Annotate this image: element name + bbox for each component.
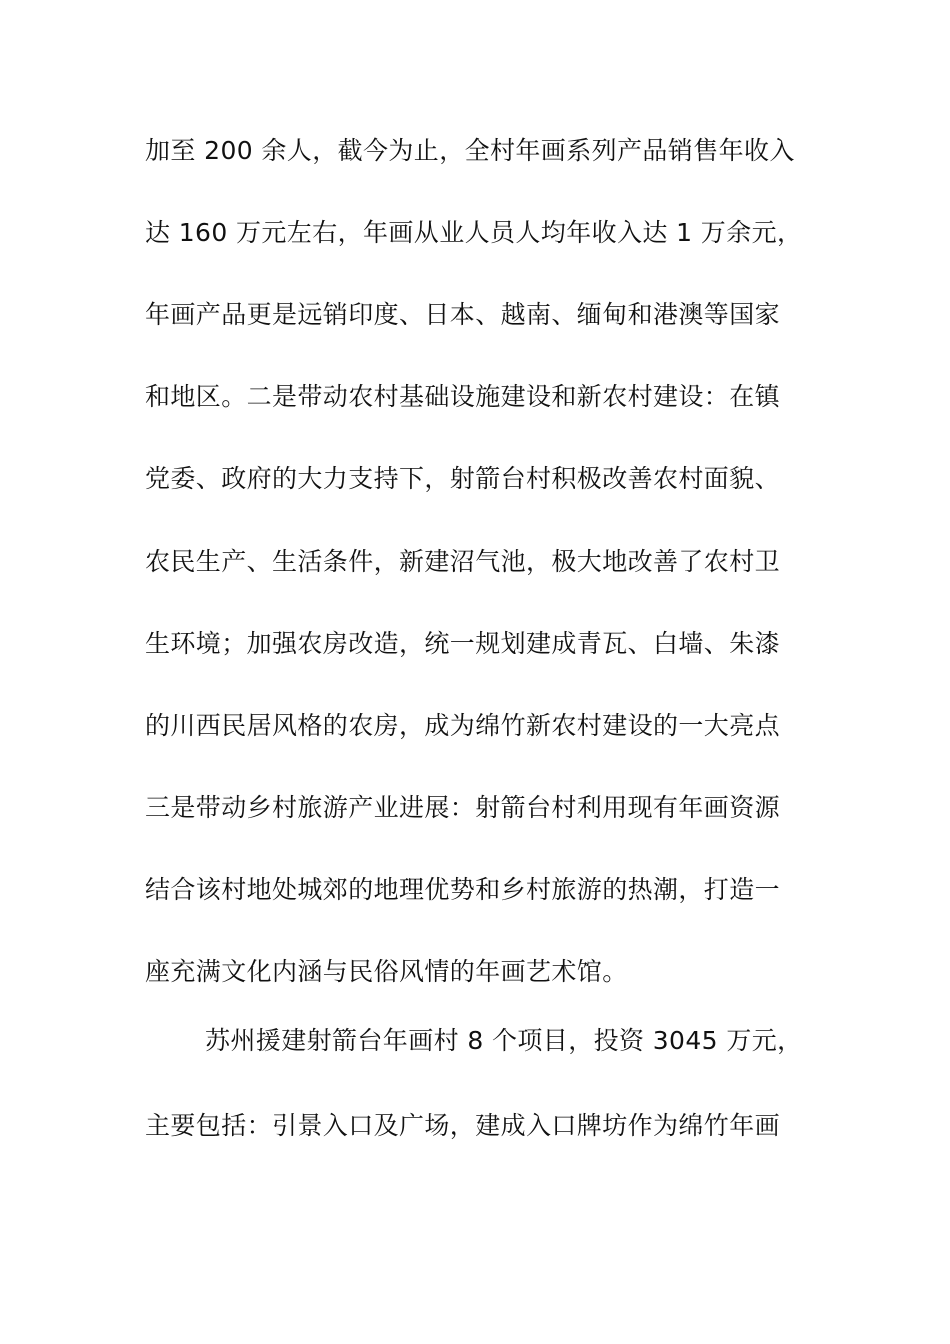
text-line-13: 主要包括：引景入口及广场，建成入口牌坊作为绵竹年画	[145, 1111, 781, 1140]
paragraph-2-first-line: 苏州援建射箭台年画村 8 个项目，投资 3045 万元，	[205, 1026, 803, 1055]
text-line-9: 三是带动乡村旅游产业进展：射箭台村利用现有年画资源	[145, 793, 781, 822]
text-line-2: 达 160 万元左右，年画从业人员人均年收入达 1 万余元，	[145, 218, 803, 247]
text-line-7: 生环境；加强农房改造，统一规划建成青瓦、白墙、朱漆	[145, 629, 781, 658]
text-line-11: 座充满文化内涵与民俗风情的年画艺术馆。	[145, 957, 628, 986]
text-line-8: 的川西民居风格的农房，成为绵竹新农村建设的一大亮点	[145, 711, 781, 740]
text-line-4: 和地区。二是带动农村基础设施建设和新农村建设：在镇	[145, 382, 781, 411]
text-line-6: 农民生产、生活条件，新建沼气池，极大地改善了农村卫	[145, 547, 781, 576]
text-line-10: 结合该村地处城郊的地理优势和乡村旅游的热潮，打造一	[145, 875, 781, 904]
text-line-5: 党委、政府的大力支持下，射箭台村积极改善农村面貌、	[145, 464, 781, 493]
text-line-3: 年画产品更是远销印度、日本、越南、缅甸和港澳等国家	[145, 300, 781, 329]
text-line-1: 加至 200 余人，截今为止，全村年画系列产品销售年收入	[145, 136, 795, 165]
